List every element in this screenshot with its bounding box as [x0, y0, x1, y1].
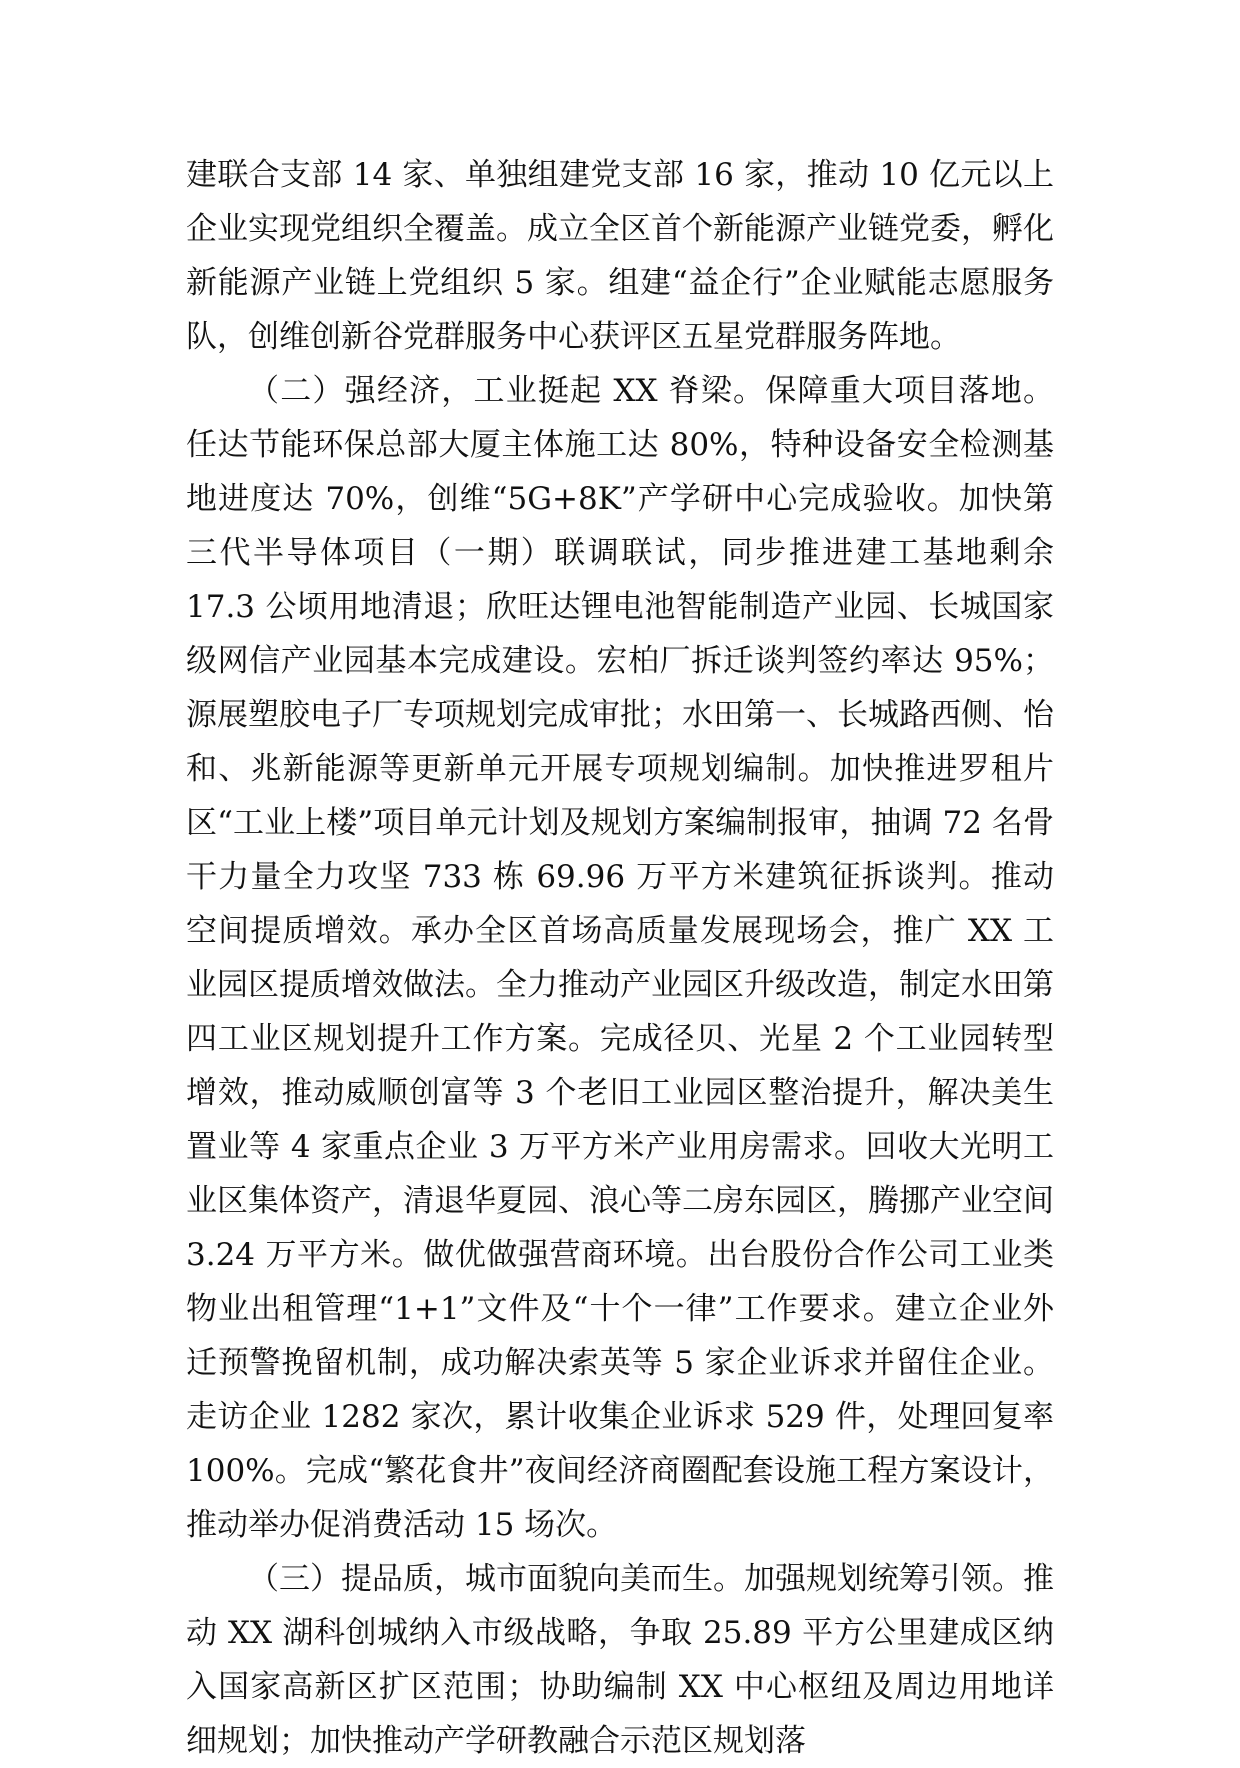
paragraph-section-3: （三）提品质，城市面貌向美而生。加强规划统筹引领。推动 XX 湖科创城纳入市级战略，争取 25.89 平方公里建成区纳入国家高新区扩区范围；协助编制 XX 中心枢纽及周边用地详细规划；加快推动产学研教融合示范区规划落 — [186, 1561, 1054, 1759]
document-page — [186, 148, 1054, 1768]
paragraph-section-2: （二）强经济，工业挺起 XX 脊梁。保障重大项目落地。任达节能环保总部大厦主体施工达 80%，特种设备安全检测基地进度达 70%，创维“5G+8K”产学研中心完成验收。加快第三代半导体项目（一期）联调联试，同步推进建工基地剩余 17.3 公顷用地清退；欣旺达锂电池智能制造产业园、长城国家级网信产业园基本完成建设。宏柏厂拆迁谈判签约率达 95%；源展塑胶电子厂专项规划完成审批；水田第一、长城路西侧、怡和、兆新能源等更新单元开展专项规划编制。加快推进罗租片区“工业上楼”项目单元计划及规划方案编制报审，抽调 72 名骨干力量全力攻坚 733 栋 69.96 万平方米建筑征拆谈判。推动空间提质增效。承办全区首场高质量发展现场会，推广 XX 工业园区提质增效做法。全力推动产业园区升级改造，制定水田第四工业区规划提升工作方案。完成径贝、光星 2 个工业园转型增效，推动威顺创富等 3 个老旧工业园区整治提升，解决美生置业等 4 家重点企业 3 万平方米产业用房需求。回收大光明工业区集体资产，清退华夏园、浪心等二房东园区，腾挪产业空间 3.24 万平方米。做优做强营商环境。出台股份合作公司工业类物业出租管理“1+1”文件及“十个一律”工作要求。建立企业外迁预警挽留机制，成功解决索英等 5 家企业诉求并留住企业。走访企业 1282 家次，累计收集企业诉求 529 件，处理回复率 100%。完成“繁花食井”夜间经济商圈配套设施工程方案设计，推动举办促消费活动 15 场次。 — [186, 373, 1054, 1543]
paragraph-continuation: 建联合支部 14 家、单独组建党支部 16 家，推动 10 亿元以上企业实现党组织全覆盖。成立全区首个新能源产业链党委，孵化新能源产业链上党组织 5 家。组建“益企行”企业赋能志愿服务队，创维创新谷党群服务中心获评区五星党群服务阵地。 — [186, 157, 1054, 355]
